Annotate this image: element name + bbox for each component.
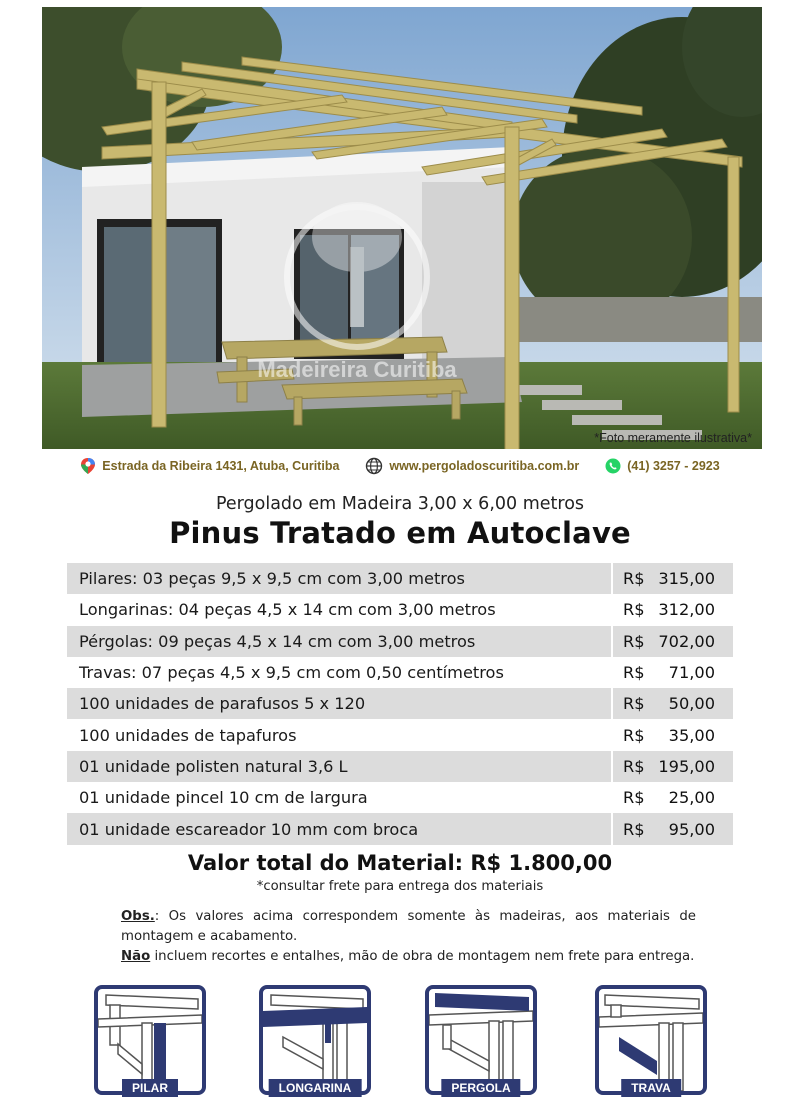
item-currency: R$ [611,751,649,782]
part-trava [595,985,707,1095]
part-pergola [425,985,537,1095]
item-description: 01 unidade polisten natural 3,6 L [67,751,611,782]
whatsapp-icon [605,458,621,474]
phone-item[interactable] [605,458,719,474]
page-title: Pinus Tratado em Autoclave [169,516,631,550]
item-price: 702,00 [649,626,733,657]
table-row [67,688,733,719]
part-pilar [94,985,206,1095]
item-description: 01 unidade pincel 10 cm de largura [79,788,368,808]
obs-text: : Os valores acima correspondem somente às madeiras, aos materiais de montagem e acabamento. [121,909,696,944]
price-table [67,563,733,845]
obs-paragraph [121,907,696,947]
globe-icon [365,457,383,475]
observations [121,907,696,967]
table-row [67,782,733,813]
item-description: 01 unidade escareador 10 mm com broca [67,813,611,844]
map-pin-icon [80,457,96,475]
table-row [67,751,733,782]
item-description: 100 unidades de tapafuros [79,725,297,745]
table-row [67,719,733,750]
page-subtitle: Pergolado em Madeira 3,00 x 6,00 metros [215,494,585,514]
pergola-illustration [42,7,762,449]
pergola-diagram-icon [429,989,533,1091]
item-price: 95,00 [649,813,733,844]
item-currency: R$ [611,626,649,657]
item-description: Pérgolas: 09 peças 4,5 x 14 cm com 3,00 metros [67,626,611,657]
item-description: Travas: 07 peças 4,5 x 9,5 cm com 0,50 centímetros [79,663,504,683]
part-label: PILAR [122,1079,178,1097]
table-row [67,563,733,594]
obs-label: Obs. [121,909,155,924]
photo-caption: *Foto meramente ilustrativa* [594,431,752,445]
item-price: 312,00 [658,600,715,620]
item-price: 50,00 [649,688,733,719]
item-currency: R$ [611,688,649,719]
item-price: 195,00 [649,751,733,782]
total-price: Valor total do Material: R$ 1.800,00 [187,851,613,875]
freight-note: *consultar frete para entrega dos materiais [256,879,544,894]
item-price: 35,00 [668,725,715,745]
table-row [67,813,733,844]
item-currency: R$ [611,813,649,844]
item-price: 315,00 [649,563,733,594]
item-price: 25,00 [668,788,715,808]
item-currency: R$ [611,563,649,594]
website-link[interactable]: www.pergoladoscuritiba.com.br [389,459,580,473]
table-row [67,657,733,688]
hero-photo [42,7,762,449]
contact-bar [0,455,800,477]
item-currency: R$ [611,782,649,813]
item-price: 71,00 [668,663,715,683]
item-currency: R$ [611,657,649,688]
item-description: Pilares: 03 peças 9,5 x 9,5 cm com 3,00 metros [67,563,611,594]
website-item[interactable] [365,457,579,475]
pilar-diagram-icon [98,989,202,1091]
phone-text[interactable]: (41) 3257 - 2923 [627,459,720,473]
table-row [67,594,733,625]
address-item [80,457,339,475]
table-row [67,626,733,657]
svg-text:Madeireira Curitiba: Madeireira Curitiba [257,357,457,382]
item-description: Longarinas: 04 peças 4,5 x 14 cm com 3,00 metros [79,600,496,620]
part-label: PERGOLA [441,1079,520,1097]
part-label: TRAVA [621,1079,681,1097]
part-longarina [259,985,371,1095]
nao-text: incluem recortes e entalhes, mão de obra de montagem nem frete para entrega. [150,949,695,964]
address-text: Estrada da Ribeira 1431, Atuba, Curitiba [102,459,340,473]
trava-diagram-icon [599,989,703,1091]
nao-paragraph [121,947,696,967]
item-currency: R$ [611,594,649,625]
part-diagrams [0,985,800,1097]
part-label: LONGARINA [269,1079,362,1097]
item-currency: R$ [611,719,649,750]
nao-label: Não [121,949,151,964]
item-description: 100 unidades de parafusos 5 x 120 [67,688,611,719]
longarina-diagram-icon [263,989,367,1091]
